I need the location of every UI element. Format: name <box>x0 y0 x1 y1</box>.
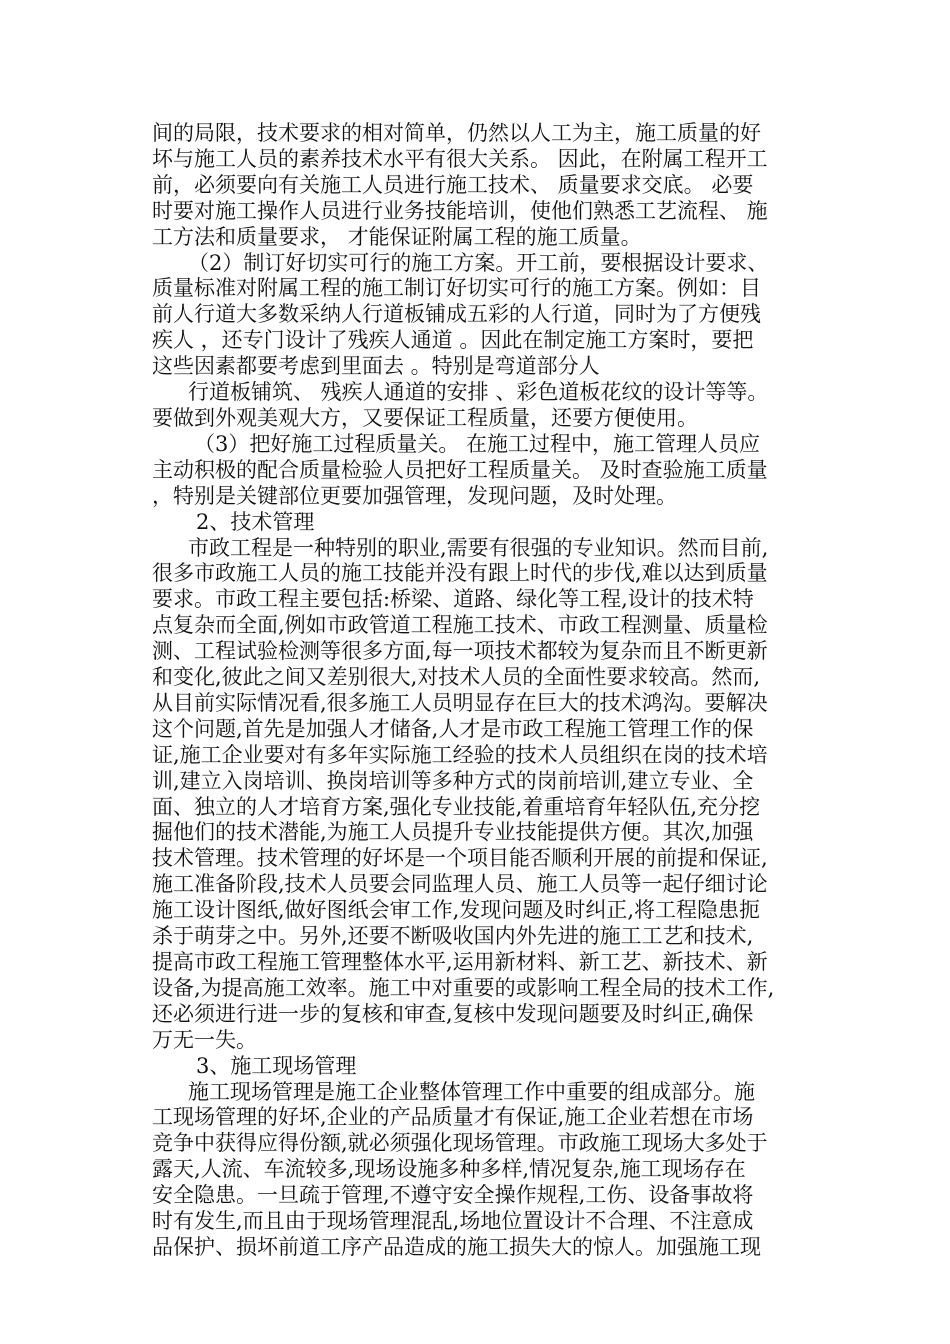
text-line: 疾人 ，还专门设计了残疾人通道 。因此在制定施工方案时，要把 <box>152 328 754 353</box>
text-line: 竞争中获得应得份额,就必须强化现场管理。市政施工现场大多处于 <box>152 1131 768 1156</box>
text-line: 安全隐患。一旦疏于管理,不遵守安全操作规程,工伤、设备事故将 <box>152 1183 754 1208</box>
text-line: （3）把好施工过程质量关。 在施工过程中，施工管理人员应 <box>194 431 761 456</box>
section-heading-technical-management: 2、技术管理 <box>196 509 315 534</box>
text-line: 点复杂而全面,例如市政管道工程施工技术、市政工程测量、质量检 <box>152 613 768 638</box>
text-line: 杀于萌芽之中。另外,还要不断吸收国内外先进的施工工艺和技术, <box>152 924 754 949</box>
text-line: 从目前实际情况看,很多施工人员明显存在巨大的技术鸿沟。要解决 <box>152 690 768 715</box>
text-line: 前人行道大多数采纳人行道板铺成五彩的人行道，同时为了方便残 <box>152 302 761 327</box>
text-line: 这个问题,首先是加强人才储备,人才是市政工程施工管理工作的保 <box>152 716 754 741</box>
paragraph-technical-management <box>152 536 804 1054</box>
text-line: 前，必须要向有关施工人员进行施工技术、 质量要求交底。 必要 <box>152 172 754 197</box>
text-line: 品保护、损坏前道工序产品造成的施工损失大的惊人。加强施工现 <box>152 1234 761 1259</box>
text-line: 要求。市政工程主要包括:桥梁、道路、绿化等工程,设计的技术特 <box>152 587 754 612</box>
text-line: 提高市政工程施工管理整体水平,运用新材料、新工艺、新技术、新 <box>152 950 768 974</box>
text-line: 和变化,彼此之间又差别很大,对技术人员的全面性要求较高。然而, <box>152 665 761 690</box>
text-line: 市政工程是一种特别的职业,需要有很强的专业知识。然而目前, <box>188 535 769 560</box>
text-line: 行道板铺筑、 残疾人通道的安排 、彩色道板花纹的设计等等。 <box>188 380 769 405</box>
text-line: 掘他们的技术潜能,为施工人员提升专业技能提供方便。其次,加强 <box>152 820 754 845</box>
text-line: 主动积极的配合质量检验人员把好工程质量关。 及时查验施工质量 <box>152 457 768 482</box>
text-line: 这些因素都要考虑到里面去 。特别是弯道部分人 <box>152 354 600 379</box>
text-line: 工方法和质量要求， 才能保证附属工程的施工质量。 <box>152 224 642 249</box>
text-line: 技术管理。技术管理的好坏是一个项目能否顺利开展的前提和保证, <box>152 846 768 871</box>
text-line: 质量标准对附属工程的施工制订好切实可行的施工方案。例如：目 <box>152 276 761 301</box>
text-line: 很多市政施工人员的施工技能并没有跟上时代的步伐,难以达到质量 <box>152 561 768 586</box>
text-line: 坏与施工人员的素养技术水平有很大关系。 因此，在附属工程开工 <box>152 146 768 171</box>
text-line: 测、工程试验检测等很多方面,每一项技术都较为复杂而且不断更新 <box>152 639 768 664</box>
text-line: 间的局限，技术要求的相对简单，仍然以人工为主，施工质量的好 <box>152 121 761 145</box>
text-line: 施工现场管理是施工企业整体管理工作中重要的组成部分。施 <box>188 1079 755 1104</box>
text-line: 施工设计图纸,做好图纸会审工作,发现问题及时纠正,将工程隐患扼 <box>152 898 761 923</box>
text-line: 工现场管理的好坏,企业的产品质量才有保证,施工企业若想在市场 <box>152 1105 754 1130</box>
paragraph-construction-plan <box>152 251 804 381</box>
text-line: 万无一失。 <box>152 1027 257 1052</box>
document-page <box>152 121 804 1261</box>
text-line: 要做到外观美观大方，又要保证工程质量，还要方便使用。 <box>152 405 698 430</box>
text-line: 时要对施工操作人员进行业务技能培训，使他们熟悉工艺流程、 施 <box>152 198 768 223</box>
text-line: 证,施工企业要对有多年实际施工经验的技术人员组织在岗的技术培 <box>152 742 768 767</box>
text-line: ，特别是关键部位更要加强管理，发现问题，及时处理。 <box>152 483 677 508</box>
paragraph-site-management <box>152 1080 804 1261</box>
paragraph-sidewalk-design <box>152 380 804 432</box>
text-line: 施工准备阶段,技术人员要会同监理人员、施工人员等一起仔细讨论 <box>152 872 768 897</box>
section-heading-site-management: 3、施工现场管理 <box>196 1053 357 1078</box>
text-line: 设备,为提高施工效率。施工中对重要的或影响工程全局的技术工作, <box>152 975 775 1000</box>
text-line: 还必须进行进一步的复核和审查,复核中发现问题要及时纠正,确保 <box>152 1001 754 1026</box>
paragraph-quality-training <box>152 121 804 251</box>
text-line: 训,建立入岗培训、换岗培训等多种方式的岗前培训,建立专业、全 <box>152 768 754 793</box>
text-line: 时有发生,而且由于现场管理混乱,场地位置设计不合理、不注意成 <box>152 1209 754 1234</box>
text-line: （2）制订好切实可行的施工方案。开工前，要根据设计要求、 <box>188 250 769 275</box>
text-line: 露天,人流、车流较多,现场设施多种多样,情况复杂,施工现场存在 <box>152 1157 746 1182</box>
paragraph-process-quality <box>152 432 804 510</box>
text-line: 面、独立的人才培育方案,强化专业技能,着重培育年轻队伍,充分挖 <box>152 794 761 819</box>
